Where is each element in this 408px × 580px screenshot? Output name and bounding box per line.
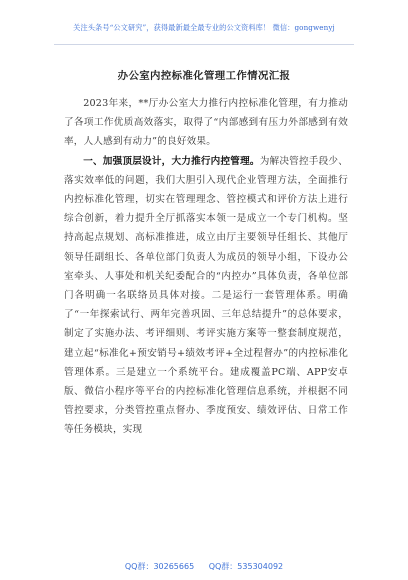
section-heading: 一、加强顶层设计，大力推行内控管理。 (83, 155, 260, 167)
paragraph-intro: 2023年来，**厅办公室大力推行内控标准化管理，有力推动了各项工作优质高效落实，取得了“内部感到有压力外部感到有效率，人人感到有动力”的良好效果。 (64, 98, 348, 148)
page-footer (0, 561, 408, 572)
header-promo-text: 关注头条号“公文研究”，获得最新最全最专业的公文资料库！ 微信：gongwenyj (73, 23, 335, 32)
document-body (64, 94, 348, 440)
header-divider (54, 44, 354, 45)
page-header (0, 0, 408, 50)
document-title: 办公室内控标准化管理工作情况汇报 (117, 70, 291, 82)
section-body: 为解决管控手段少、落实效率低的问题，我们大胆引入现代企业管理方法，全面推行内控标准化管理，切实在管理理念、管控模式和评价方法上进行综合创新，着力提升全厅抓落实本领一是成立一个专门机构。坚持高起点规划、高标准推进，成立由厅主要领导任组长、其他厅领导任副组长、各单位部门负责人为成员的领导小组，下设办公室牵头、人事处和机关纪委配合的“内控办”具体负责，各单位部门各明确一名联络员具体对接。二是运行一套管理体系。明确了“一年探索试行、两年完善巩固、三年总结提升”的总体要求，制定了实施办法、考评细则、考评实施方案等一整套制度规范，建立起“标准化+预安销号+绩效考评+全过程督办”的内控标准化管理体系。三是建立一个系统平台。建成覆盖PC端、APP安卓版、微信小程序等平台的内控标准化管理信息系统，并根据不同管控要求，分类管控重点督办、季度预安、绩效评估、日常工作等任务模块，实现 (64, 155, 348, 436)
footer-qq-group-1: QQ群：30265665 (124, 562, 195, 571)
footer-qq-group-2: QQ群：535304092 (208, 562, 284, 571)
paragraph-section-1 (64, 152, 348, 440)
